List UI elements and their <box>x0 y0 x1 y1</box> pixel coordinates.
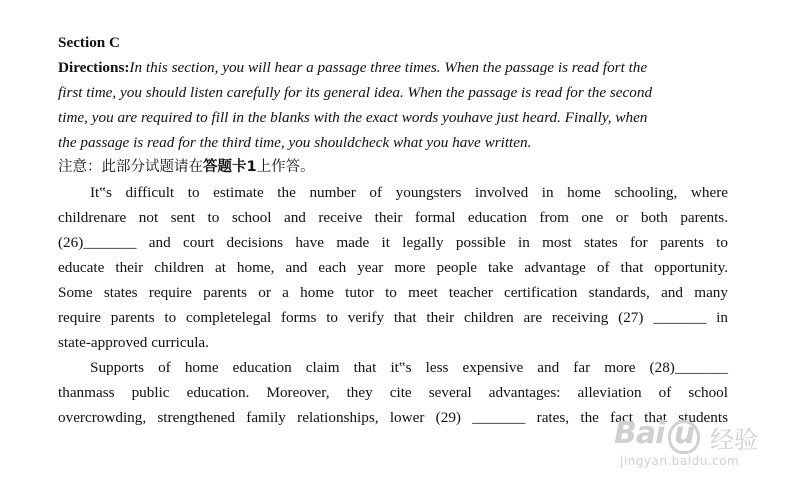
passage-p2-line-3: overcrowding, strengthened family relationships, lower (29) _______ rates, the fact that students <box>58 409 728 426</box>
note-answer-sheet: 答题卡1 <box>203 159 257 175</box>
watermark-url: jingyan.baidu.com <box>620 454 740 468</box>
passage-p1-line-5: Some states require parents or a home tutor to meet teacher certification standards, and many <box>58 284 728 301</box>
section-title: Section C <box>58 34 121 51</box>
baidu-jingyan-watermark <box>614 416 774 472</box>
passage-p1-line-1: It‟s difficult to estimate the number of youngsters involved in home schooling, where <box>90 184 728 201</box>
passage-p1-line-4: educate their children at home, and each year more people take advantage of that opportunity. <box>58 259 728 276</box>
passage-p1-line-2: childrenare not sent to school and receive their formal education from one or both parents. <box>58 209 728 226</box>
note-prefix: 注意：此部分试题请在 <box>58 159 203 175</box>
baidu-logo: Bai u <box>614 416 695 451</box>
directions-line-4: the passage is read for the third time, you shouldcheck what you have written. <box>58 134 532 151</box>
passage-p1-line-7: state-approved curricula. <box>58 334 209 351</box>
answer-sheet-note <box>58 155 728 180</box>
directions-text-1: In this section, you will hear a passage three times. When the passage is read fort the <box>129 59 648 76</box>
passage-p2-line-2: thanmass public education. Moreover, they cite several advantages: alleviation of school <box>58 384 728 401</box>
passage-p1-line-6: require parents to completelegal forms to verify that their children are receiving (27) _______ in <box>58 309 728 326</box>
directions-line-3: time, you are required to fill in the blanks with the exact words youhave just heard. Finally, when <box>58 109 648 126</box>
jingyan-logo-text: 经验 <box>710 426 758 454</box>
passage-p2-line-1: Supports of home education claim that it‟s less expensive and far more (28)_______ <box>90 359 728 376</box>
note-suffix: 上作答。 <box>256 159 315 175</box>
directions-line-2: first time, you should listen carefully for its general idea. When the passage is read for the second <box>58 84 653 101</box>
paw-icon <box>668 420 700 454</box>
directions-line-1 <box>58 55 728 80</box>
passage <box>58 180 728 430</box>
directions-label: Directions: <box>58 59 130 76</box>
passage-p1-line-3: (26)_______ and court decisions have made it legally possible in most states for parents to <box>58 234 728 251</box>
document-page <box>58 30 728 430</box>
